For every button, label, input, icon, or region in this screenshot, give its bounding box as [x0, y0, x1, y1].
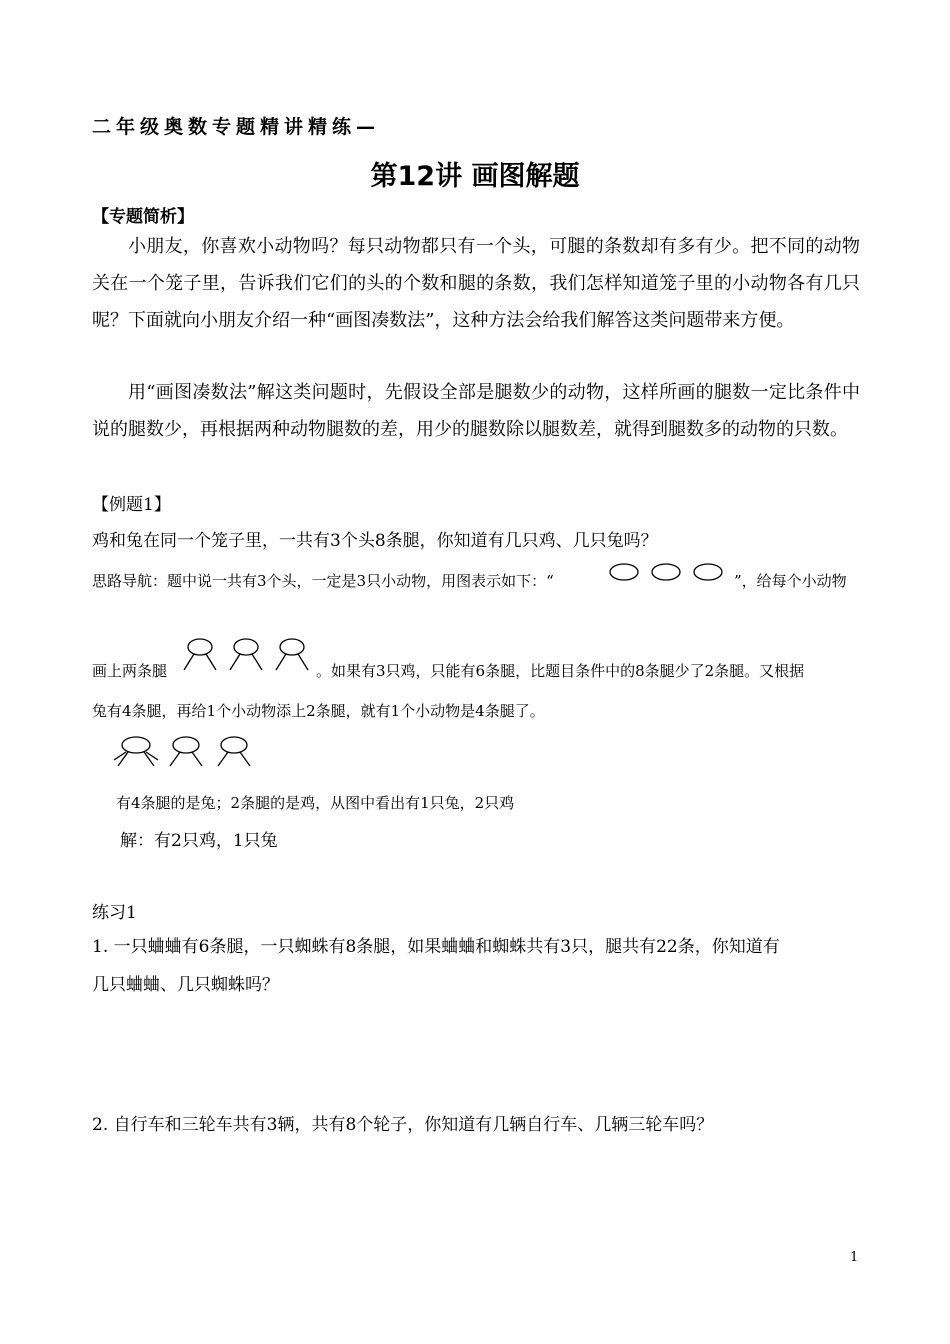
example-question: 鸡和兔在同一个笼子里，一共有3个头8条腿，你知道有几只鸡、几只兔吗？ — [92, 531, 658, 551]
two-legs-figure — [180, 636, 316, 678]
hint-text-c: 画上两条腿 — [92, 662, 168, 680]
head-circle — [694, 564, 722, 580]
two-legged-animal — [184, 639, 216, 670]
two-legged-animal — [218, 737, 250, 766]
two-legged-animal — [276, 639, 308, 670]
example-heading: 【例题1】 — [92, 495, 171, 515]
practice-question-1-line-1: 1. 一只蛐蛐有6条腿，一只蜘蛛有8条腿，如果蛐蛐和蜘蛛共有3只，腿共有22条，你知道有 — [92, 937, 780, 957]
lesson-title: 第12讲 画图解题 — [370, 161, 580, 192]
head-circle — [610, 564, 638, 580]
four-legged-animal — [114, 737, 158, 766]
intro-heading: 【专题简析】 — [92, 207, 194, 227]
hint-text-b: ”，给每个小动物 — [734, 572, 847, 590]
two-legged-animal — [230, 639, 262, 670]
example-answer: 解：有2只鸡，1只兔 — [120, 831, 278, 851]
head-circle — [652, 564, 680, 580]
practice-question-1-line-2: 几只蛐蛐、几只蜘蛛吗？ — [92, 975, 279, 995]
page-number: 1 — [850, 1250, 859, 1265]
hint-text-e: 兔有4条腿，再给1个小动物添上2条腿，就有1个小动物是4条腿了。 — [92, 702, 545, 720]
intro-paragraph-2: 用“画图凑数法”解这类问题时，先假设全部是腿数少的动物，这样所画的腿数一定比条件中说的腿数少，再根据两种动物腿数的差，用少的腿数除以腿数差，就得到腿数多的动物的只数。 — [92, 382, 860, 440]
two-legged-animal — [170, 737, 202, 766]
hint-text-d: 。如果有3只鸡，只能有6条腿，比题目条件中的8条腿少了2条腿。又根据 — [316, 662, 805, 680]
answer-figure — [112, 734, 258, 772]
hint-text-a: 思路导航：题中说一共有3个头，一定是3只小动物，用图表示如下：“ — [92, 572, 554, 590]
practice-question-2: 2. 自行车和三轮车共有3辆，共有8个轮子，你知道有几辆自行车、几辆三轮车吗？ — [92, 1115, 714, 1135]
three-heads-figure — [606, 561, 728, 583]
series-title: 二年级奥数专题精讲精练— — [92, 116, 381, 138]
intro-paragraph-1: 小朋友，你喜欢小动物吗？每只动物都只有一个头，可腿的条数却有多有少。把不同的动物关在一个笼子里，告诉我们它们的头的个数和腿的条数，我们怎样知道笼子里的小动物各有几只呢？下面就向小朋友介绍一种“画图凑数法”，这种方法会给我们解答这类问题带来方便。 — [92, 236, 860, 331]
example-conclusion: 有4条腿的是兔；2条腿的是鸡，从图中看出有1只兔，2只鸡 — [116, 794, 515, 812]
practice-heading: 练习1 — [92, 903, 137, 923]
